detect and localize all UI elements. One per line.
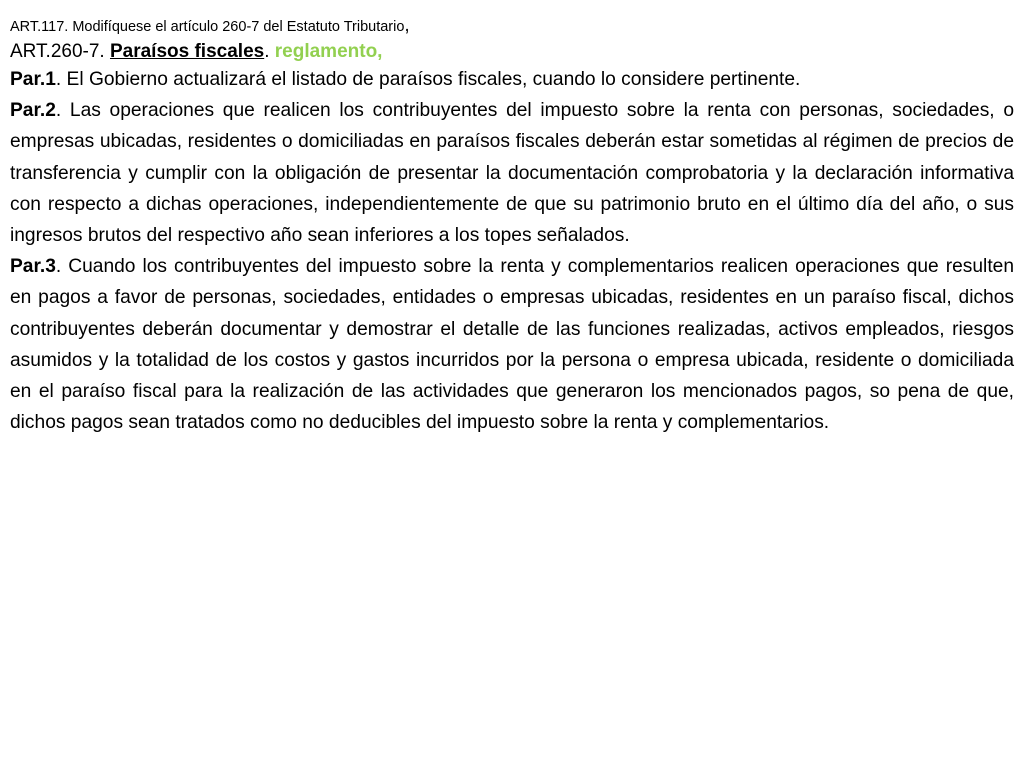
article-heading [10, 39, 1014, 64]
paragraph-3-label: Par.3 [10, 256, 56, 278]
amendment-heading-comma: , [404, 15, 410, 36]
paragraph-2-text: . Las operaciones que realicen los contribuyentes del impuesto sobre la renta con personas, sociedades, o empresas ubicadas, residentes o domiciliadas en paraísos fiscales deberán estar sometidas al régimen de precios de transferencia y cumplir con la obligación de presentar la documentación comprobatoria y la declaración informativa con respecto a dichas operaciones, independientemente de que su patrimonio bruto en el último día del año, o sus ingresos brutos del respectivo año sean inferiores a los topes señalados. [10, 100, 1014, 247]
amendment-heading-text: ART.117. Modifíquese el artículo 260-7 del Estatuto Tributario [10, 19, 405, 35]
paragraph-3-text: . Cuando los contribuyentes del impuesto sobre la renta y complementarios realicen operaciones que resulten en pagos a favor de personas, sociedades, entidades o empresas ubicadas, residentes en un paraíso fiscal, dichos contribuyentes deberán documentar y demostrar el detalle de las funciones realizadas, activos empleados, riesgos asumidos y la totalidad de los costos y gastos incurridos por la persona o empresa ubicada, residente o domiciliada en el paraíso fiscal para la realización de las actividades que generaron los mencionados pagos, so pena de que, dichos pagos sean tratados como no deducibles del impuesto sobre la renta y complementarios. [10, 256, 1014, 434]
paragraph-1-text: . El Gobierno actualizará el listado de paraísos fiscales, cuando lo considere pertinente. [55, 69, 801, 90]
amendment-heading [10, 14, 1014, 39]
article-number: ART.260-7. [10, 41, 110, 62]
article-tag: reglamento, [274, 41, 383, 62]
paragraph-1 [10, 64, 1014, 95]
article-title-period: . [264, 41, 275, 62]
article-title: Paraísos fiscales [109, 41, 265, 62]
paragraph-2-label: Par.2 [10, 100, 56, 122]
paragraph-3 [10, 251, 1014, 438]
paragraph-1-label: Par.1 [10, 69, 56, 90]
paragraph-2 [10, 95, 1014, 251]
